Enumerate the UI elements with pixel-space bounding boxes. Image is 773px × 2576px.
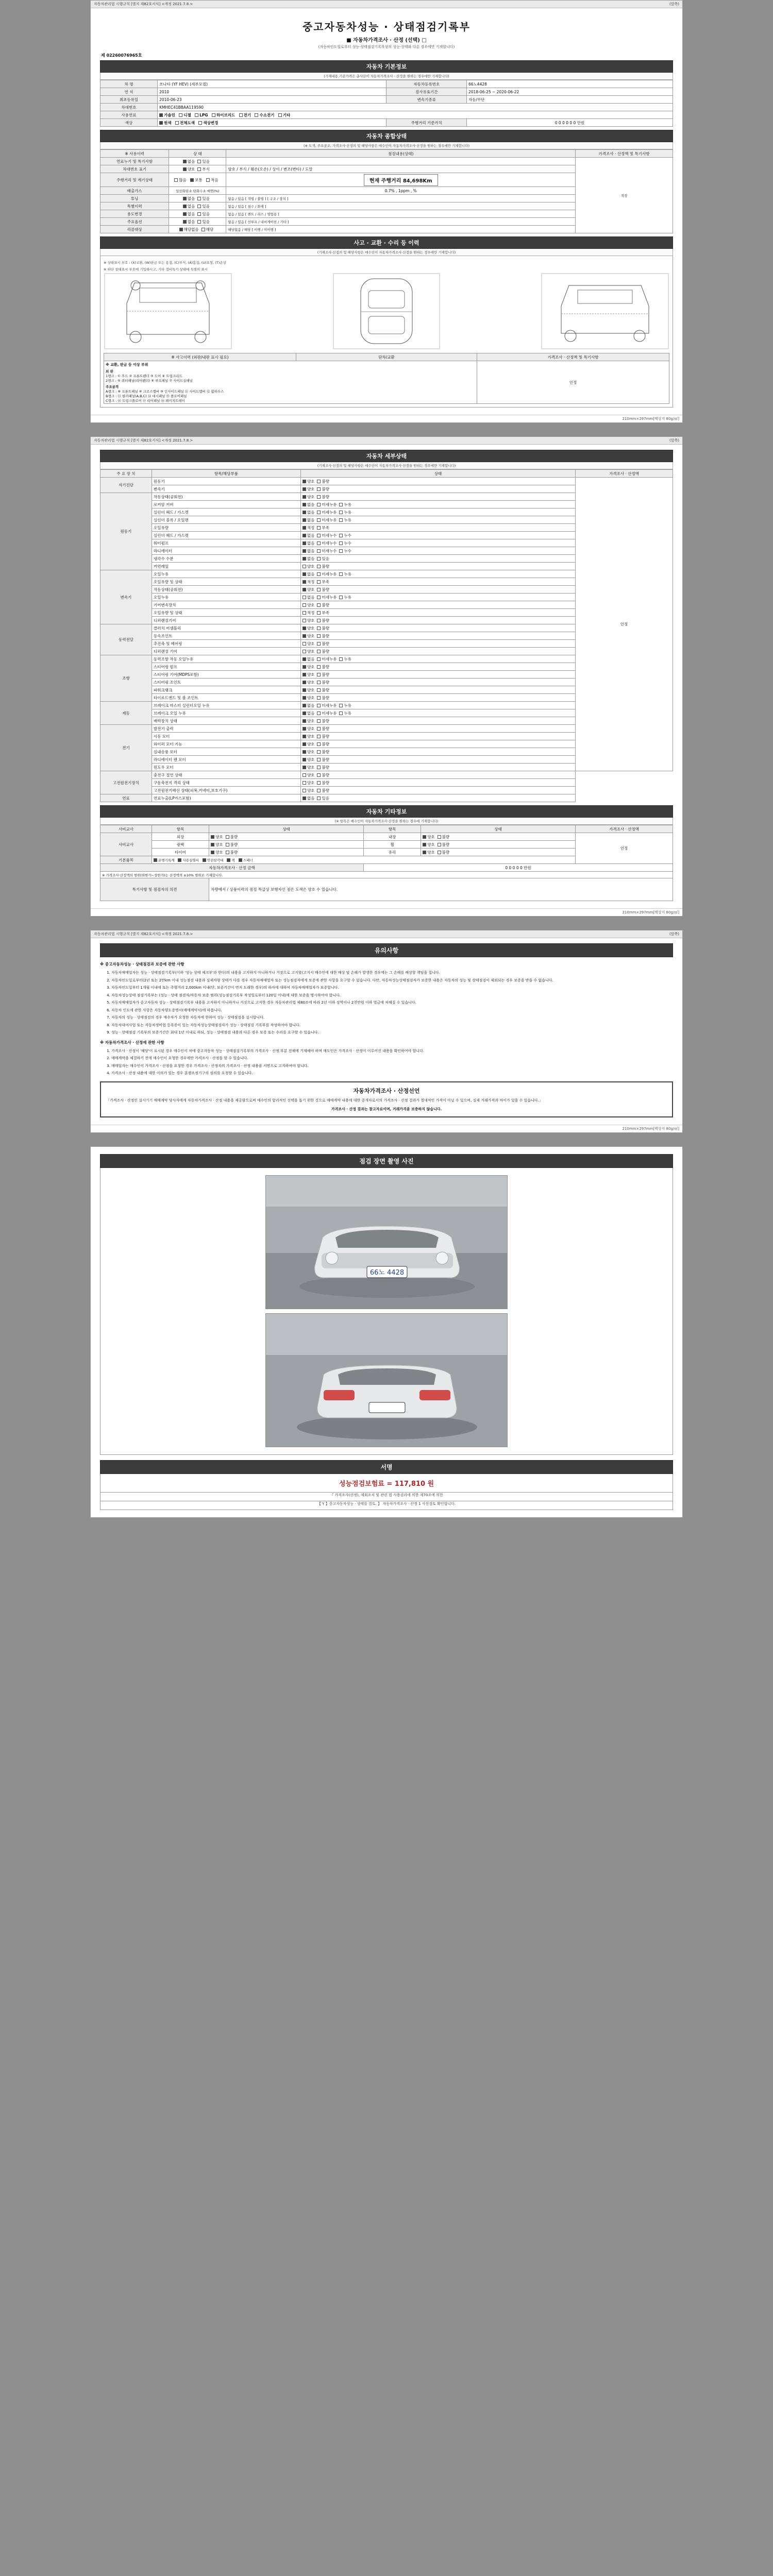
detail-state-6-2[interactable]: 양호 불량: [300, 740, 575, 748]
etc-state-2b[interactable]: 양호 불량: [421, 849, 576, 856]
page-3-topbar-right: (앞쪽): [669, 932, 679, 936]
etc-col-item-2: 항목: [364, 825, 421, 833]
detail-group-8: 연료: [100, 794, 152, 802]
detail-item-2-3: 오일누유: [152, 594, 300, 601]
overall-row-2-state: 0.7% , 1ppm , %: [226, 187, 576, 195]
base-item-2: 안전삼각대: [207, 858, 224, 862]
detail-item-0-0: 원동기: [152, 478, 300, 485]
basic-value-1-1: 2018-06-25 ~ 2020-06-22: [467, 88, 673, 96]
odometer-value: 현재 주행거리 84,698Km: [364, 174, 438, 186]
etc-item-2b: 유리: [364, 849, 421, 856]
etc-state-0b[interactable]: 양호 불량: [421, 833, 576, 841]
accident-inner-row-2: C랭크 : ⑯ 트렁크플로어 ⑰ 리어패널 ⑱ 패키지트레이: [106, 398, 185, 403]
section-accident-header: 사고 · 교환 · 수리 등 이력: [100, 236, 673, 249]
basic-label-2-1: 변속기종류: [386, 96, 467, 104]
overall-row-0-state: [226, 158, 576, 165]
page-3-topbar: [91, 930, 682, 938]
topbar-right: (앞쪽): [669, 2, 679, 6]
detail-item-3-2: 추진축 및 베어링: [152, 640, 300, 648]
detail-item-5-0: 브레이크 마스터 실린더오일 누유: [152, 702, 300, 709]
accident-right-label: 가격조사 · 산정액 및 특기사항: [477, 353, 669, 361]
detail-item-6-0: 발전기 출력: [152, 725, 300, 733]
notice-1-8: 9. 성능 · 상태점검 기록부의 보증기간은 최대 1년 이내로 하되, 성능 · 상태점검 내용과 다른 경우 보증 또는 수리를 요구할 수 있습니다.: [111, 1030, 673, 1036]
detail-state-4-1[interactable]: 양호 불량: [300, 663, 575, 671]
etc-side-cell: 사비교사: [100, 833, 152, 856]
detail-state-0-1[interactable]: 양호 불량: [300, 485, 575, 493]
notice-1-2: 3. 자동차인도일부터 1개월 이내에 또는 주행거리 2,000km 이내(단, 보증기간이 먼저 도래한 경우)의 하자에 대하여 자동차매매업자가 보증합니다.: [111, 985, 673, 991]
color-changed[interactable]: [198, 120, 218, 126]
section-etc-note: (※ 항목은 매수인이 자동차가격조사·산정을 원하는 경우에 기재합니다): [100, 818, 673, 825]
base-item-1: 사용설명서: [182, 858, 199, 862]
overall-col-detail: 상 태: [169, 150, 226, 158]
detail-state-1-9[interactable]: 양호 불량: [300, 563, 575, 570]
page-2-topbar-left: 자동차관리법 시행규칙 [별지 제82호서식] <개정 2021.7.8.>: [94, 438, 193, 443]
overall-row-4-item: 특별이력: [100, 202, 169, 210]
detail-item-2-4: 기어변속장치: [152, 601, 300, 609]
detail-state-6-0[interactable]: 양호 불량: [300, 725, 575, 733]
overall-row-3-detail[interactable]: 없음 있음: [169, 195, 226, 202]
etc-base-items[interactable]: [152, 856, 575, 864]
detail-state-3-3[interactable]: 양호 불량: [300, 648, 575, 655]
overall-row-3-state: 없음 / 있음 [ 적법 / 불법 ] [ 구조 / 장치 ]: [226, 195, 576, 202]
accident-inner-row-1: B랭크 : ⑬ 필러패널(A,B,C) ⑭ 대시패널 ⑮ 플로어패널: [106, 394, 187, 398]
notice-1-3: 4. 자동차성능상태 점검기록부는 (성능 · 상태 점검자/자동차 보증 범위(성능점검기록부 작성일로부터 120일 이내)에 대한 보증을 명시하여야 합니다.: [111, 993, 673, 998]
car-diagram-top-view[interactable]: [332, 273, 441, 350]
overall-row-7-detail[interactable]: 해당없음 해당: [169, 226, 226, 233]
detail-col-price: 가격조사 · 산정액: [576, 470, 673, 478]
detail-state-1-3[interactable]: 없음 미세누유 누유: [300, 516, 575, 524]
detail-item-1-7: 라디에이터: [152, 547, 300, 555]
detail-group-6: 전기: [100, 725, 152, 771]
etc-state-1[interactable]: 양호 불량: [209, 841, 364, 849]
detail-state-1-2[interactable]: 없음 미세누유 누유: [300, 509, 575, 516]
overall-row-1-item: 차대번호 표기: [100, 165, 169, 173]
base-item-0: 운행기록계: [158, 858, 175, 862]
overall-table: [100, 149, 673, 233]
detail-state-4-3[interactable]: 양호 불량: [300, 679, 575, 686]
detail-state-3-0[interactable]: 양호 불량: [300, 624, 575, 632]
detail-state-4-2[interactable]: 양호 불량: [300, 671, 575, 679]
fuel-gasoline[interactable]: [159, 112, 175, 118]
odometer-reading: [226, 173, 576, 187]
detail-item-0-1: 변속기: [152, 485, 300, 493]
detail-state-5-1[interactable]: 없음 미세누유 누유: [300, 709, 575, 717]
detail-state-7-2[interactable]: 양호 불량: [300, 787, 575, 794]
fuel-hydrogen[interactable]: [255, 112, 274, 118]
detail-item-7-0: 충전구 절연 상태: [152, 771, 300, 779]
fuel-hybrid-label: 하이브리드: [216, 112, 236, 117]
etc-item-1b: 휠: [364, 841, 421, 849]
detail-item-4-4: 파워크랭크: [152, 686, 300, 694]
detail-group-1: 원동기: [100, 493, 152, 570]
section-detail-note: (기재조사·산정의 및 해당사항은 매수인이 자동차가격조사·산정을 원하는 경우에만 기재합니다): [100, 462, 673, 469]
detail-item-1-8: 냉각수 수분: [152, 555, 300, 563]
accident-inner-row-0: A랭크 : ⑧ 프론트패널 ⑨ 크로스멤버 ⑩ 인사이드패널 ⑪ 사이드멤버 ⑫ 휠하우스: [106, 389, 224, 394]
color-options[interactable]: [158, 119, 386, 127]
detail-item-3-0: 클러치 어셈블리: [152, 624, 300, 632]
detail-state-6-3[interactable]: 양호 불량: [300, 748, 575, 756]
detail-item-6-4: 라디에이터 팬 모터: [152, 756, 300, 764]
detail-state-1-0[interactable]: 양호 불량: [300, 493, 575, 501]
detail-item-2-1: 오일유량 및 상태: [152, 578, 300, 586]
overall-row-2-item: 배출가스: [100, 187, 169, 195]
detail-state-table: [100, 469, 673, 802]
page-2-topbar: [91, 437, 682, 445]
detail-item-1-3: 실린더 블록 / 오일팬: [152, 516, 300, 524]
detail-state-6-5[interactable]: 양호 불량: [300, 764, 575, 771]
page-1-botbar: 210mm×297mm[백상지 80g/㎡]: [91, 415, 682, 422]
basic-value-0-0: 쏘나타 (YF HEV) (세부모델): [158, 80, 386, 88]
signature-header: 서명: [100, 1460, 673, 1474]
detail-state-6-1[interactable]: 양호 불량: [300, 733, 575, 740]
car-diagrams: [104, 273, 669, 350]
detail-item-2-0: 오일누유: [152, 570, 300, 578]
accident-outer-title: 외 판: [106, 369, 113, 374]
overall-row-5-detail[interactable]: 없음 있음: [169, 210, 226, 218]
detail-state-3-2[interactable]: 양호 불량: [300, 640, 575, 648]
detail-group-5: 제동: [100, 702, 152, 725]
topbar-left: 자동차관리법 시행규칙 [별지 제82호서식] <개정 2021.7.8.>: [94, 2, 193, 6]
color-label: 색상: [100, 119, 158, 127]
base-item-3: 잭: [231, 858, 235, 862]
overall-row-4-state: 없음 / 있음 [ 침수 / 화재 ]: [226, 202, 576, 210]
color-full-repaint[interactable]: [175, 120, 195, 126]
notice-1-1: 2. 자동차인도일로부터(2년 또는 2만km 이내 성능점검 내용과 실제차량 상태가 다를 경우 자동차매매업자 또는 성능점검자에게 보증에 관한 사항을 요구할 수 있습니다. 다만, 자동차성능상태점검자가 보증한 내용은 자동차의 성능 및 상태점검이 제외되는 경우 보증을 받을 수 없습니다.: [111, 978, 673, 984]
accident-outer-row-0: 1랭크 : ① 후드 ② 프론트펜더 ③ 도어 ④ 트렁크리드: [106, 374, 182, 378]
page-2: [90, 436, 683, 917]
fuel-gasoline-label: 가솔린: [164, 112, 175, 117]
vehicle-photo-front[interactable]: [265, 1175, 508, 1309]
page-3: [90, 930, 683, 1133]
etc-state-2[interactable]: 양호 불량: [209, 849, 364, 856]
detail-state-2-6[interactable]: 양호 불량: [300, 617, 575, 624]
overall-col-price: 가격조사 · 산정액 및 특기사항: [576, 150, 673, 158]
section-basic-note: (기재내용 기준가격은 총사단이 자동차가격조사 · 산정을 원하는 경우에만 기재합니다): [100, 73, 673, 80]
etc-col-price: 가격조사 · 산정액: [576, 825, 673, 833]
basic-info-table: [100, 80, 673, 127]
detail-col-item: 항목/해당부품: [152, 470, 300, 478]
detail-state-4-4[interactable]: 양호 불량: [300, 686, 575, 694]
basic-label-0-1: 자동차등록번호: [386, 80, 467, 88]
detail-state-7-1[interactable]: 양호 불량: [300, 779, 575, 787]
page-2-botbar: 210mm×297mm[백상지 80g/㎡]: [91, 908, 682, 916]
fuel-lpg-label: LPG: [199, 112, 208, 117]
detail-item-5-1: 브레이크 오일 누유: [152, 709, 300, 717]
page-4: [90, 1146, 683, 1518]
overall-row-4-detail[interactable]: 없음 있음: [169, 202, 226, 210]
fuel-electric[interactable]: [239, 112, 251, 118]
overall-col-state: 점검내용(상태): [226, 150, 576, 158]
page-1: [90, 0, 683, 423]
overall-row-5-state: 없음 / 있음 [ 렌트 / 리스 / 영업용 ]: [226, 210, 576, 218]
detail-item-2-2: 작동상태(공회전): [152, 586, 300, 594]
detail-item-4-0: 동력조향 작동 오일누유: [152, 655, 300, 663]
color-changed-label: 색상변경: [203, 120, 219, 125]
detail-item-6-1: 시동 모터: [152, 733, 300, 740]
detail-item-1-5: 실린더 헤드 / 가스켓: [152, 532, 300, 539]
etc-table: [100, 825, 673, 901]
detail-state-5-0[interactable]: 없음 미세누유 누유: [300, 702, 575, 709]
etc-item-0b: 내장: [364, 833, 421, 841]
etc-special-value: 차량에서 / 상품이력의 점검 특급상 보행자인 점은 도색은 양호 수 있습니다.: [209, 878, 673, 901]
meter-value: 0 0 0 0 0 0 만원: [467, 119, 673, 127]
document-number: 제 02260076965호: [101, 53, 142, 58]
overall-result-value: 적정: [620, 193, 628, 198]
detail-group-3: 동력전달: [100, 624, 152, 655]
detail-item-5-2: 배력장치 상태: [152, 717, 300, 725]
overall-row-odometer-detail[interactable]: [169, 173, 226, 187]
detail-state-6-4[interactable]: 양호 불량: [300, 756, 575, 764]
detail-state-1-4[interactable]: 적정 부족: [300, 524, 575, 532]
section-accident-note: (기재조사·산정의 및 해당사항은 매수인이 자동차가격조사·산정을 원하는 경우에만 기재합니다): [100, 249, 673, 256]
accident-diagram-area: [100, 256, 673, 408]
notice-section-2: ※ 자동차가격조사 · 산정에 관한 사항: [100, 1040, 164, 1045]
detail-state-1-7[interactable]: 없음 미세누수 누수: [300, 547, 575, 555]
detail-state-4-0[interactable]: 없음 미세누유 누유: [300, 655, 575, 663]
detail-state-1-1[interactable]: 없음 미세누유 누유: [300, 501, 575, 509]
basic-label-3-0: 차대번호: [100, 104, 158, 111]
accident-left-label: ※ 사고이력 (외판/내판 표시 필요): [104, 353, 296, 361]
detail-item-7-1: 구동축전지 격리 상태: [152, 779, 300, 787]
license-plate-text: 66노 4428: [369, 1269, 405, 1277]
detail-item-2-6: 디퍼렌셜기어: [152, 617, 300, 624]
accident-note-0: ※ 상태표시 부호 : (X)교환, (W)판금 또는 용접, (C)부식, (A)흠집, (U)요철, (T)손상: [104, 261, 226, 265]
detail-state-1-6[interactable]: 없음 미세누수 누수: [300, 539, 575, 547]
etc-col-state: 상태: [209, 825, 364, 833]
odo-opt-0: 많음: [179, 177, 187, 182]
detail-price-cell: [576, 478, 673, 771]
accident-mid-label: 단차/교환: [296, 353, 477, 361]
etc-price-cell: 인정: [576, 833, 673, 864]
basic-label-1-1: 검사유효기간: [386, 88, 467, 96]
basic-value-2-0: 2010-06-23: [158, 96, 386, 104]
meter-label: 주행거리 기준가치: [386, 119, 467, 127]
fuel-electric-label: 전기: [243, 112, 251, 117]
overall-price-cell: [576, 158, 673, 233]
basic-value-2-1: 자동/무단: [467, 96, 673, 104]
overall-row-6-state: 없음 / 있음 [ 선루프 / 내비게이션 / 기타 ]: [226, 218, 576, 226]
notice-2-0: 1. 가격조사 · 산정이 '해당'이 표시된 경우 매수인이 차에 중고자동차 성능 · 상태점검기록부의 가격조사 · 산정 부분 전체에 기재해야 하며 매도인은 가격조사 · 산정이 이루어진 내용을 확인하여야 합니다.: [111, 1048, 673, 1054]
photo-footnote-1: 『 가격조사(산정), 제외조치 및 관련 법 사용권리에 의한 제70조에 의한: [100, 1493, 673, 1501]
notice-1-7: 8. 자동차대여사업 또는 자동차정비업 등록증이 있는 자동차성능상태점검자가 성능 · 상태점검 기록부를 작성하여야 합니다.: [111, 1023, 673, 1028]
detail-group-0: 자기진단: [100, 478, 152, 493]
etc-item-2: 타이어: [152, 849, 209, 856]
etc-special-label: 특기사항 및 점검자의 의견: [100, 878, 209, 901]
accident-note-1: ※ 하단 상태표시 부호에 기입하시고, 기타 정비특기 상태에 특별히 표시: [104, 267, 208, 272]
detail-group-2: 변속기: [100, 570, 152, 624]
doc-subtitle: ■ 자동차가격조사 · 산정 (선택) □: [346, 38, 427, 43]
detail-item-6-3: 실내송풍 모터: [152, 748, 300, 756]
detail-item-8-0: 연료누출(LP가스포함): [152, 794, 300, 802]
guarantee-text: 「가격조사 · 산정인 실시기기 매매계약 당사자에게 자동차가격조사 · 산정 내용을 제공함으로써 매수인의 합리적인 선택을 돕기 위한 것으로 매매계약 내용에 대한 중개자로서의 가격조사 · 산정 결과가 절대적인 가격이 아닐 수 있으며, 실제 거래가격과 차이가 있을 수 있습니다.」: [106, 1098, 543, 1103]
detail-item-4-1: 스티어링 펌프: [152, 663, 300, 671]
detail-item-3-3: 디퍼렌셜 기어: [152, 648, 300, 655]
odo-opt-2: 적음: [211, 177, 219, 182]
detail-state-0-0[interactable]: 양호 불량: [300, 478, 575, 485]
basic-label-0-0: 차 명: [100, 80, 158, 88]
section-basic-header: 자동차 기본정보: [100, 60, 673, 73]
detail-state-8-0[interactable]: 없음 있음: [300, 794, 575, 802]
vehicle-photo-rear[interactable]: [265, 1313, 508, 1447]
detail-item-1-0: 작동상태(공회전): [152, 493, 300, 501]
etc-side-label: 사비교사: [100, 825, 152, 833]
detail-state-2-0[interactable]: 없음 미세누유 누유: [300, 570, 575, 578]
etc-item-1: 광택: [152, 841, 209, 849]
guarantee-highlight: 가격조사 · 산정 결과는 참고자료이며, 거래가격을 보증하지 않습니다.: [331, 1107, 442, 1112]
detail-item-1-1: 로커암 커버: [152, 501, 300, 509]
notice-1-4: 5. 자동차매매업자가 중고자동차 성능 · 상태점검기록부 내용을 고지하지 아니하거나 거짓으로 고지한 경우 자동차관리법 제80조에 따라 2년 이하 징역이나 2천만원 이하 벌금에 처해질 수 있습니다.: [111, 1000, 673, 1006]
page-topbar: [91, 1, 682, 8]
basic-label-1-0: 연 식: [100, 88, 158, 96]
overall-row-0-detail[interactable]: 없음 있음: [169, 158, 226, 165]
accident-panel-title: ※ 교환, 판금 등 이상 부위: [106, 362, 148, 367]
detail-item-1-6: 워터펌프: [152, 539, 300, 547]
section-etc-header: 자동차 기타정보: [100, 805, 673, 818]
detail-item-6-2: 와이퍼 모터 기능: [152, 740, 300, 748]
photo-footnote-2: 【 Y 】중고자동차성능 · 상태를 검토. 】 자동차가격조사 · 산정 1 사전검토 확인합니다.: [100, 1501, 673, 1510]
detail-state-7-0[interactable]: 양호 불량: [300, 771, 575, 779]
overall-row-6-detail[interactable]: 없음 있음: [169, 218, 226, 226]
notice-2-3: 4. 가격조사 · 산정 내용에 대한 이의가 있는 경우 분쟁조정기구의 심의를 요청할 수 있습니다.: [111, 1071, 673, 1076]
detail-item-4-5: 타이로드엔드 및 볼 조인트: [152, 694, 300, 702]
color-full-repaint-label: 전체도색: [179, 120, 195, 125]
fuel-other-label: 기타: [282, 112, 291, 117]
fuel-diesel[interactable]: [179, 112, 191, 118]
detail-item-4-3: 스티어링 조인트: [152, 679, 300, 686]
detail-state-3-1[interactable]: 양호 불량: [300, 632, 575, 640]
etc-total-label: 자동차가격조사 · 산정 금액: [100, 864, 364, 872]
car-diagram-rear-view[interactable]: [541, 273, 669, 350]
detail-state-5-2[interactable]: 양호 불량: [300, 717, 575, 725]
color-original-label: 원색: [164, 120, 172, 125]
notice-list-2: [100, 1048, 673, 1076]
overall-col-item: ※ 사용이력: [100, 150, 169, 158]
detail-item-7-2: 고전원전기배선 상태(피복,커넥터,보호기구): [152, 787, 300, 794]
base-item-4: 스패너: [243, 858, 253, 862]
etc-col-state-2: 상태: [421, 825, 576, 833]
detail-group-4: 조향: [100, 655, 152, 702]
etc-base-label: 기본품목: [100, 856, 152, 864]
detail-state-4-5[interactable]: 양호 불량: [300, 694, 575, 702]
overall-row-0-item: 연료누기 및 특기사항: [100, 158, 169, 165]
color-original[interactable]: [159, 120, 172, 126]
fuel-other[interactable]: [278, 112, 291, 118]
detail-item-1-2: 실린더 헤드 / 가스켓: [152, 509, 300, 516]
fuel-hydrogen-label: 수소전기: [259, 112, 275, 117]
notice-2-1: 2. 매매계약을 체결하기 전에 매수인이 요청한 경우에만 가격조사 · 산정을 할 수 있습니다.: [111, 1056, 673, 1061]
fuel-lpg[interactable]: [195, 113, 208, 117]
detail-col-main: 주 요 장 치: [100, 470, 152, 478]
detail-item-4-2: 스티어링 기어(MDPS포함): [152, 671, 300, 679]
etc-state-0[interactable]: 양호 불량: [209, 833, 364, 841]
guarantee-title: 자동차가격조사 · 산정선언: [353, 1087, 420, 1094]
accident-sign-cell: 인정: [477, 361, 669, 404]
detail-item-2-5: 오일유량 및 상태: [152, 609, 300, 617]
photo-area: [100, 1168, 673, 1455]
section-overall-note: (※ 도색, 주요골조, 가격조사·산정의 및 해당사항은 매수인이 자동차가격조사·산정을 원하는 경우에만 기재합니다): [100, 142, 673, 149]
etc-col-item: 항목: [152, 825, 209, 833]
notice-list-1: [100, 970, 673, 1036]
etc-item-0: 외장: [152, 833, 209, 841]
etc-state-1b[interactable]: 양호 불량: [421, 841, 576, 849]
etc-total-note: ※ 가격조사·산정액의 범위(하한가~상한가)는 산정액의 ±10% 범위로 기재합니다.: [100, 872, 673, 878]
detail-item-1-4: 오일유량: [152, 524, 300, 532]
guarantee-box: [100, 1081, 673, 1118]
fuel-label: 사용연료: [100, 111, 158, 119]
detail-item-1-9: 커먼레일: [152, 563, 300, 570]
detail-state-2-4[interactable]: 양호 불량: [300, 601, 575, 609]
photo-section-header: 점검 장면 촬영 사진: [100, 1154, 673, 1168]
page-title: 중고자동차성능 · 상태점검기록부: [302, 21, 470, 33]
detail-state-2-2[interactable]: 양호 불량: [300, 586, 575, 594]
accident-inner-title: 주요골격: [106, 384, 119, 389]
notice-title: 유의사항: [100, 943, 673, 957]
etc-total-value: 0 0 0 0 0 만원: [364, 864, 673, 872]
fuel-hybrid[interactable]: [212, 112, 235, 118]
page-3-botbar: 210mm×297mm[백상지 80g/㎡]: [91, 1125, 682, 1132]
page-3-topbar-left: 자동차관리법 시행규칙 [별지 제82호서식] <개정 2021.7.8.>: [94, 932, 193, 936]
doc-subtitle-note: (자동차인도일로부터 성능·상태점검기록부상의 성능·상태와 다른 경우에만 기재합니다): [318, 45, 455, 49]
detail-group-7: 고전원전기장치: [100, 771, 152, 794]
notice-section-1: ※ 중고자동차성능 · 상태점검과 보증에 관한 사항: [100, 962, 184, 967]
detail-item-3-1: 등속조인트: [152, 632, 300, 640]
section-detail-header: 자동차 세부상태: [100, 450, 673, 462]
notice-1-6: 7. 자동차의 성능 · 상태점검의 경우 매수자가 요청한 자동차에 한하여 성능 · 상태점검을 실시합니다.: [111, 1015, 673, 1021]
overall-row-3-item: 튜닝: [100, 195, 169, 202]
overall-row-5-item: 용도변경: [100, 210, 169, 218]
basic-value-1-0: 2010: [158, 88, 386, 96]
detail-state-2-1[interactable]: 적정 부족: [300, 578, 575, 586]
detail-col-state: 상태: [300, 470, 575, 478]
fuel-options[interactable]: [158, 111, 673, 119]
detail-sign: 인정: [620, 622, 628, 626]
overall-row-2-detail: 일산화탄소 탄화수소 매연(%): [169, 187, 226, 195]
fuel-diesel-label: 디젤: [183, 112, 191, 117]
detail-state-1-8[interactable]: 없음 있음: [300, 555, 575, 563]
overall-row-7-state: 해당없음 / 해당 [ 이행 / 미이행 ]: [226, 226, 576, 233]
overall-row-odometer-item: 주행거리 및 계기상태: [100, 173, 169, 187]
detail-state-2-5[interactable]: 적정 부족: [300, 609, 575, 617]
page-2-topbar-right: (앞쪽): [669, 438, 679, 443]
accident-summary-table: [104, 353, 669, 404]
overall-row-1-detail[interactable]: 양호 부식: [169, 165, 226, 173]
basic-value-0-1: 66노4428: [467, 80, 673, 88]
notice-2-2: 3. 매매업자는 매수인이 가격조사 · 산정을 요청한 경우 가격조사 · 산정자의 가격조사 · 산정 내용을 서면으로 고지하여야 합니다.: [111, 1063, 673, 1069]
overall-row-7-item: 리콜대상: [100, 226, 169, 233]
notice-1-5: 6. 자동차 인도에 관한 사항은 자동차양도증명서(매매계약서)에 따릅니다.: [111, 1008, 673, 1013]
accident-outer-row-1: 2랭크 : ⑤ 쿼터패널(리어펜더) ⑥ 루프패널 ⑦ 사이드실패널: [106, 378, 193, 383]
notice-1-0: 1. 자동차매매업자는 성능 · 상태점검기록부(이하 '성능 상태 체크부'라 한다)의 내용을 고지하지 아니하거나 거짓으로 고지할(고지서 배수인에 대한 배상 및 손해가 발생한 경우에는 그 손해를 배상할 책임을 집니다.: [111, 970, 673, 976]
overall-row-6-item: 주요옵션: [100, 218, 169, 226]
accident-panel-cell: [104, 361, 477, 404]
insurance-price: 성능점검보험료 = 117,810 원: [100, 1474, 673, 1493]
detail-state-1-5[interactable]: 없음 미세누수 누수: [300, 532, 575, 539]
section-overall-header: 자동차 종합상태: [100, 130, 673, 142]
basic-value-3-0: KMHEC41BBAA119590: [158, 104, 673, 111]
detail-item-6-5: 윈도우 모터: [152, 764, 300, 771]
odo-opt-1: 보통: [195, 177, 203, 182]
car-diagram-front-view[interactable]: [104, 273, 232, 350]
overall-row-1-state: 양호 / 부식 / 훼손(오손) / 상이 / 변조(변타) / 도말: [226, 165, 576, 173]
detail-state-2-3[interactable]: 없음 미세누유 누유: [300, 594, 575, 601]
basic-label-2-0: 최초등록일: [100, 96, 158, 104]
